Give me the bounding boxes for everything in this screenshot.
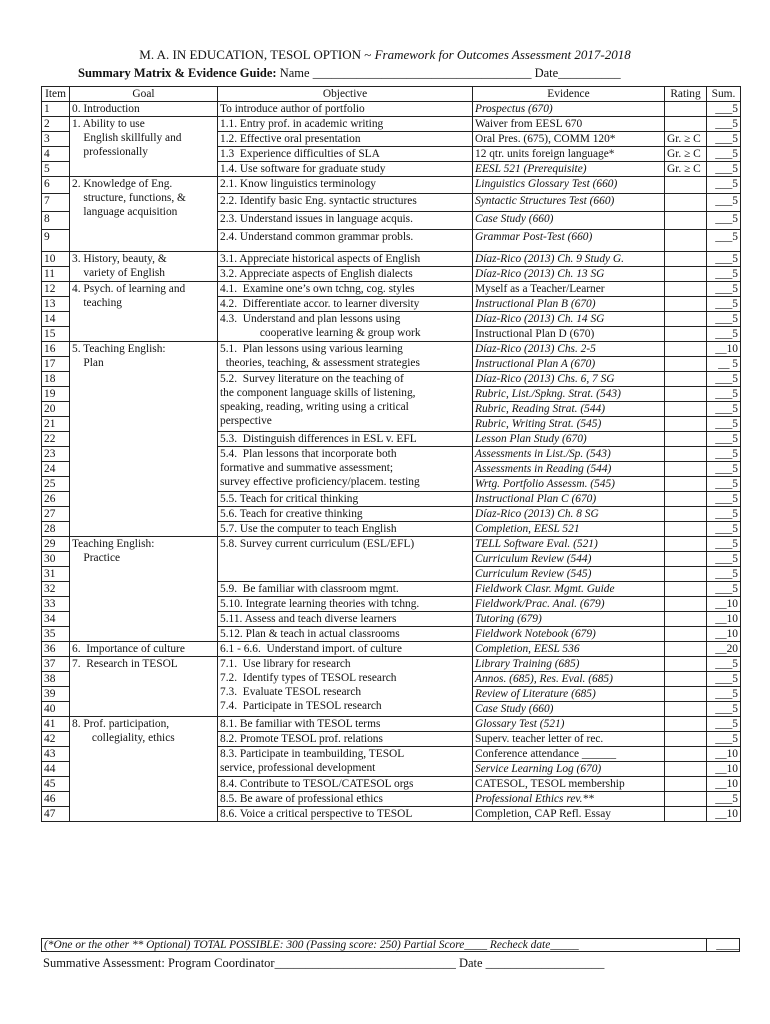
rating-cell [665, 417, 707, 432]
item-number: 27 [42, 507, 70, 522]
rating-cell [665, 777, 707, 792]
objective-cell: To introduce author of portfolio [218, 102, 473, 117]
goal-cell: 7. Research in TESOL [70, 657, 218, 717]
goal-cell: 1. Ability to use English skillfully and professionally [70, 117, 218, 177]
sum-cell: ___5 [707, 327, 741, 342]
rating-cell [665, 194, 707, 212]
rating-cell [665, 702, 707, 717]
table-row [42, 282, 741, 297]
objective-cell: 5.4. Plan lessons that incorporate both formative and summative assessment; survey effective proficiency/placem. testing [218, 447, 473, 492]
item-number: 9 [42, 230, 70, 252]
item-number: 19 [42, 387, 70, 402]
sum-cell: ___5 [707, 582, 741, 597]
evidence-cell: Tutoring (679) [473, 612, 665, 627]
item-number: 36 [42, 642, 70, 657]
rating-cell [665, 792, 707, 807]
evidence-cell: Díaz-Rico (2013) Ch. 9 Study G. [473, 252, 665, 267]
evidence-cell: Díaz-Rico (2013) Ch. 14 SG [473, 312, 665, 327]
evidence-cell: TELL Software Eval. (521) [473, 537, 665, 552]
sum-cell: ___5 [707, 162, 741, 177]
rating-cell [665, 627, 707, 642]
item-number: 10 [42, 252, 70, 267]
evidence-cell: Díaz-Rico (2013) Ch. 8 SG [473, 507, 665, 522]
item-number: 44 [42, 762, 70, 777]
item-number: 41 [42, 717, 70, 732]
item-number: 38 [42, 672, 70, 687]
item-number: 13 [42, 297, 70, 312]
sum-cell: ___5 [707, 432, 741, 447]
evidence-cell: Library Training (685) [473, 657, 665, 672]
objective-cell: 6.1 - 6.6. Understand import. of culture [218, 642, 473, 657]
evidence-cell: Completion, EESL 521 [473, 522, 665, 537]
rating-cell [665, 212, 707, 230]
sum-cell: ___5 [707, 477, 741, 492]
rating-cell: Gr. ≥ C [665, 132, 707, 147]
rating-cell [665, 717, 707, 732]
evidence-cell: Fieldwork/Prac. Anal. (679) [473, 597, 665, 612]
evidence-cell: Superv. teacher letter of rec. [473, 732, 665, 747]
rating-cell [665, 492, 707, 507]
item-number: 25 [42, 477, 70, 492]
sum-cell: ___5 [707, 312, 741, 327]
objective-cell: 8.6. Voice a critical perspective to TESOL [218, 807, 473, 822]
rating-cell [665, 687, 707, 702]
header-row [42, 87, 741, 102]
rating-cell [665, 747, 707, 762]
sum-cell: ___5 [707, 267, 741, 282]
rating-cell [665, 102, 707, 117]
item-number: 18 [42, 372, 70, 387]
col-objective: Objective [218, 87, 473, 102]
objective-cell: 2.3. Understand issues in language acquis. [218, 212, 473, 230]
evidence-cell: Oral Pres. (675), COMM 120* [473, 132, 665, 147]
evidence-cell: Glossary Test (521) [473, 717, 665, 732]
goal-cell: 0. Introduction [70, 102, 218, 117]
evidence-cell: Linguistics Glossary Test (660) [473, 177, 665, 194]
evidence-cell: 12 qtr. units foreign language* [473, 147, 665, 162]
total-sum-blank: ____ [706, 939, 739, 951]
evidence-cell: CATESOL, TESOL membership [473, 777, 665, 792]
objective-cell: 5.11. Assess and teach diverse learners [218, 612, 473, 627]
objective-cell: 5.6. Teach for creative thinking [218, 507, 473, 522]
item-number: 26 [42, 492, 70, 507]
rating-cell [665, 732, 707, 747]
sum-cell: ___5 [707, 537, 741, 552]
rating-cell: Gr. ≥ C [665, 147, 707, 162]
item-number: 2 [42, 117, 70, 132]
objective-cell: 2.4. Understand common grammar probls. [218, 230, 473, 252]
sum-cell: ___5 [707, 792, 741, 807]
sum-cell: __ 5 [707, 357, 741, 372]
sum-cell: ___5 [707, 132, 741, 147]
sum-cell: ___5 [707, 177, 741, 194]
evidence-cell: Wrtg. Portfolio Assessm. (545) [473, 477, 665, 492]
evidence-cell: Lesson Plan Study (670) [473, 432, 665, 447]
sum-cell: ___5 [707, 117, 741, 132]
evidence-cell: Instructional Plan C (670) [473, 492, 665, 507]
rating-cell [665, 327, 707, 342]
subtitle-bold: Summary Matrix & Evidence Guide: [78, 66, 277, 80]
rating-cell [665, 402, 707, 417]
rating-cell [665, 432, 707, 447]
item-number: 24 [42, 462, 70, 477]
evidence-cell: Myself as a Teacher/Learner [473, 282, 665, 297]
sum-cell: ___5 [707, 507, 741, 522]
col-sum: Sum. [707, 87, 741, 102]
objective-cell: 5.3. Distinguish differences in ESL v. EFL [218, 432, 473, 447]
goal-cell: 8. Prof. participation, collegiality, ethics [70, 717, 218, 822]
evidence-cell: Conference attendance ______ [473, 747, 665, 762]
outcomes-matrix [41, 86, 741, 822]
item-number: 23 [42, 447, 70, 462]
item-number: 15 [42, 327, 70, 342]
evidence-cell: Review of Literature (685) [473, 687, 665, 702]
item-number: 16 [42, 342, 70, 357]
sum-cell: ___5 [707, 552, 741, 567]
table-row [42, 537, 741, 552]
objective-cell: 3.1. Appreciate historical aspects of English [218, 252, 473, 267]
rating-cell [665, 507, 707, 522]
objective-cell: 5.2. Survey literature on the teaching of the component language skills of listening, speaking, reading, writing using a critical perspective [218, 372, 473, 432]
item-number: 22 [42, 432, 70, 447]
col-item: Item [42, 87, 70, 102]
rating-cell [665, 252, 707, 267]
title-main: M. A. IN EDUCATION, TESOL OPTION ~ [139, 47, 375, 62]
item-number: 33 [42, 597, 70, 612]
subtitle-name-date: Name ___________________________________ Date__________ [276, 66, 621, 80]
item-number: 28 [42, 522, 70, 537]
matrix-body [42, 102, 741, 822]
objective-cell: 8.4. Contribute to TESOL/CATESOL orgs [218, 777, 473, 792]
table-row [42, 657, 741, 672]
col-rating: Rating [665, 87, 707, 102]
evidence-cell: Rubric, Writing Strat. (545) [473, 417, 665, 432]
sum-cell: ___5 [707, 567, 741, 582]
evidence-cell: Rubric, Reading Strat. (544) [473, 402, 665, 417]
sum-cell: ___5 [707, 732, 741, 747]
table-row [42, 642, 741, 657]
objective-cell: 8.1. Be familiar with TESOL terms [218, 717, 473, 732]
item-number: 7 [42, 194, 70, 212]
evidence-cell: Fieldwork Notebook (679) [473, 627, 665, 642]
item-number: 11 [42, 267, 70, 282]
objective-cell: 1.2. Effective oral presentation [218, 132, 473, 147]
evidence-cell: Fieldwork Clasr. Mgmt. Guide [473, 582, 665, 597]
item-number: 20 [42, 402, 70, 417]
rating-cell [665, 117, 707, 132]
evidence-cell: Assessments in Reading (544) [473, 462, 665, 477]
goal-cell: Teaching English: Practice [70, 537, 218, 642]
evidence-cell: Service Learning Log (670) [473, 762, 665, 777]
item-number: 29 [42, 537, 70, 552]
evidence-cell: Curriculum Review (544) [473, 552, 665, 567]
item-number: 32 [42, 582, 70, 597]
evidence-cell: Grammar Post-Test (660) [473, 230, 665, 252]
rating-cell [665, 597, 707, 612]
evidence-cell: Assessments in List./Sp. (543) [473, 447, 665, 462]
objective-cell: 1.1. Entry prof. in academic writing [218, 117, 473, 132]
sum-cell: ___5 [707, 102, 741, 117]
sum-cell: ___5 [707, 717, 741, 732]
goal-cell: 3. History, beauty, & variety of English [70, 252, 218, 282]
objective-cell: 5.8. Survey current curriculum (ESL/EFL) [218, 537, 473, 582]
evidence-cell: Instructional Plan A (670) [473, 357, 665, 372]
evidence-cell: Curriculum Review (545) [473, 567, 665, 582]
objective-cell: 1.4. Use software for graduate study [218, 162, 473, 177]
rating-cell [665, 612, 707, 627]
rating-cell [665, 230, 707, 252]
sum-cell: __10 [707, 807, 741, 822]
objective-cell: 5.5. Teach for critical thinking [218, 492, 473, 507]
rating-cell [665, 807, 707, 822]
table-row [42, 117, 741, 132]
item-number: 12 [42, 282, 70, 297]
sum-cell: __10 [707, 627, 741, 642]
sum-cell: ___5 [707, 372, 741, 387]
item-number: 3 [42, 132, 70, 147]
rating-cell [665, 357, 707, 372]
item-number: 17 [42, 357, 70, 372]
sum-cell: __10 [707, 777, 741, 792]
rating-cell [665, 372, 707, 387]
objective-cell: 4.2. Differentiate accor. to learner diversity [218, 297, 473, 312]
sum-cell: ___5 [707, 447, 741, 462]
sum-cell: __20 [707, 642, 741, 657]
sum-cell: __10 [707, 612, 741, 627]
rating-cell [665, 657, 707, 672]
sum-cell: ___5 [707, 672, 741, 687]
total-row [41, 938, 740, 952]
rating-cell [665, 672, 707, 687]
evidence-cell: EESL 521 (Prerequisite) [473, 162, 665, 177]
item-number: 34 [42, 612, 70, 627]
objective-cell: 5.9. Be familiar with classroom mgmt. [218, 582, 473, 597]
signature-line: Summative Assessment: Program Coordinator_____________________________ Date ___________________ [43, 956, 605, 970]
sum-cell: ___5 [707, 492, 741, 507]
item-number: 6 [42, 177, 70, 194]
objective-cell: 5.12. Plan & teach in actual classrooms [218, 627, 473, 642]
goal-cell: 4. Psych. of learning and teaching [70, 282, 218, 342]
item-number: 42 [42, 732, 70, 747]
item-number: 4 [42, 147, 70, 162]
item-number: 47 [42, 807, 70, 822]
sum-cell: __10 [707, 597, 741, 612]
item-number: 5 [42, 162, 70, 177]
rating-cell [665, 567, 707, 582]
evidence-cell: Syntactic Structures Test (660) [473, 194, 665, 212]
rating-cell [665, 312, 707, 327]
sum-cell: ___5 [707, 687, 741, 702]
objective-cell: 1.3 Experience difficulties of SLA [218, 147, 473, 162]
evidence-cell: Instructional Plan D (670) [473, 327, 665, 342]
total-possible-text: (*One or the other ** Optional) TOTAL POSSIBLE: 300 (Passing score: 250) Partial Score____ Recheck date_____ [44, 939, 579, 951]
sum-cell: __10 [707, 747, 741, 762]
sum-cell: ___5 [707, 462, 741, 477]
sum-cell: __10 [707, 762, 741, 777]
evidence-cell: Completion, CAP Refl. Essay [473, 807, 665, 822]
sum-cell: ___5 [707, 252, 741, 267]
rating-cell [665, 387, 707, 402]
objective-cell: 5.1. Plan lessons using various learning theories, teaching, & assessment strategies [218, 342, 473, 372]
evidence-cell: Waiver from EESL 670 [473, 117, 665, 132]
sum-cell: ___5 [707, 230, 741, 252]
item-number: 39 [42, 687, 70, 702]
col-goal: Goal [70, 87, 218, 102]
item-number: 35 [42, 627, 70, 642]
sum-cell: ___5 [707, 417, 741, 432]
rating-cell [665, 447, 707, 462]
item-number: 14 [42, 312, 70, 327]
table-row [42, 342, 741, 357]
evidence-cell: Prospectus (670) [473, 102, 665, 117]
table-row [42, 102, 741, 117]
sum-cell: ___5 [707, 297, 741, 312]
sum-cell: ___5 [707, 194, 741, 212]
page-title [0, 47, 770, 63]
item-number: 30 [42, 552, 70, 567]
table-row [42, 252, 741, 267]
objective-cell: 8.2. Promote TESOL prof. relations [218, 732, 473, 747]
col-evidence: Evidence [473, 87, 665, 102]
item-number: 21 [42, 417, 70, 432]
title-italic: Framework for Outcomes Assessment 2017-2018 [374, 47, 631, 62]
rating-cell [665, 537, 707, 552]
rating-cell [665, 462, 707, 477]
rating-cell [665, 522, 707, 537]
sum-cell: __10 [707, 342, 741, 357]
sum-cell: ___5 [707, 702, 741, 717]
sum-cell: ___5 [707, 402, 741, 417]
objective-cell: 5.7. Use the computer to teach English [218, 522, 473, 537]
evidence-cell: Annos. (685), Res. Eval. (685) [473, 672, 665, 687]
item-number: 1 [42, 102, 70, 117]
objective-cell: 4.3. Understand and plan lessons using cooperative learning & group work [218, 312, 473, 342]
evidence-cell: Professional Ethics rev.** [473, 792, 665, 807]
rating-cell [665, 762, 707, 777]
sum-cell: ___5 [707, 147, 741, 162]
evidence-cell: Díaz-Rico (2013) Ch. 13 SG [473, 267, 665, 282]
sum-cell: ___5 [707, 657, 741, 672]
item-number: 31 [42, 567, 70, 582]
evidence-cell: Rubric, List./Spkng. Strat. (543) [473, 387, 665, 402]
sum-cell: ___5 [707, 522, 741, 537]
objective-cell: 8.5. Be aware of professional ethics [218, 792, 473, 807]
evidence-cell: Case Study (660) [473, 212, 665, 230]
goal-cell: 6. Importance of culture [70, 642, 218, 657]
sum-cell: ___5 [707, 282, 741, 297]
objective-cell: 2.1. Know linguistics terminology [218, 177, 473, 194]
item-number: 45 [42, 777, 70, 792]
objective-cell: 3.2. Appreciate aspects of English dialects [218, 267, 473, 282]
item-number: 43 [42, 747, 70, 762]
rating-cell [665, 282, 707, 297]
sum-cell: ___5 [707, 387, 741, 402]
item-number: 40 [42, 702, 70, 717]
objective-cell: 7.1. Use library for research 7.2. Identify types of TESOL research 7.3. Evaluate TESOL research 7.4. Participate in TESOL research [218, 657, 473, 717]
rating-cell [665, 582, 707, 597]
goal-cell: 2. Knowledge of Eng. structure, functions, & language acquisition [70, 177, 218, 252]
item-number: 37 [42, 657, 70, 672]
evidence-cell: Díaz-Rico (2013) Chs. 6, 7 SG [473, 372, 665, 387]
objective-cell: 8.3. Participate in teambuilding, TESOL service, professional development [218, 747, 473, 777]
table-row [42, 717, 741, 732]
rating-cell [665, 177, 707, 194]
evidence-cell: Case Study (660) [473, 702, 665, 717]
rating-cell [665, 342, 707, 357]
item-number: 46 [42, 792, 70, 807]
sum-cell: ___5 [707, 212, 741, 230]
rating-cell [665, 552, 707, 567]
objective-cell: 4.1. Examine one’s own tchng, cog. styles [218, 282, 473, 297]
item-number: 8 [42, 212, 70, 230]
rating-cell [665, 297, 707, 312]
evidence-cell: Instructional Plan B (670) [473, 297, 665, 312]
objective-cell: 5.10. Integrate learning theories with tchng. [218, 597, 473, 612]
rating-cell: Gr. ≥ C [665, 162, 707, 177]
rating-cell [665, 267, 707, 282]
evidence-cell: Díaz-Rico (2013) Chs. 2-5 [473, 342, 665, 357]
table-row [42, 177, 741, 194]
goal-cell: 5. Teaching English: Plan [70, 342, 218, 537]
objective-cell: 2.2. Identify basic Eng. syntactic structures [218, 194, 473, 212]
page-subtitle [78, 66, 621, 81]
rating-cell [665, 642, 707, 657]
evidence-cell: Completion, EESL 536 [473, 642, 665, 657]
rating-cell [665, 477, 707, 492]
